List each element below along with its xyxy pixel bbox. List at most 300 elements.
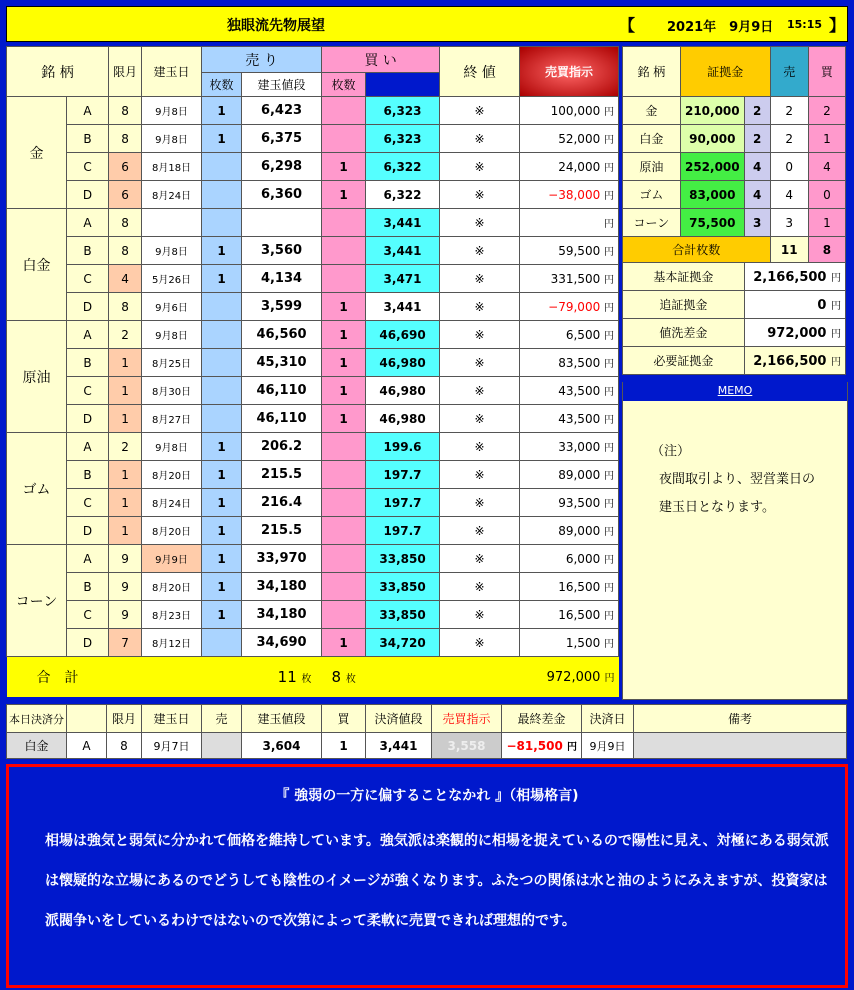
page-title: 独眼流先物展望	[227, 18, 325, 34]
side-header-sell: 売	[770, 47, 808, 97]
sub-label: C	[67, 489, 109, 517]
total-value	[520, 657, 619, 697]
month-cell: 8	[109, 209, 142, 237]
table-row	[7, 601, 619, 629]
diff-cell	[520, 629, 619, 657]
price-cell: 6,298	[242, 153, 322, 181]
side-sell: 0	[770, 153, 808, 181]
price-cell: 34,690	[242, 629, 322, 657]
settle-diff-value: −81,500	[506, 739, 563, 753]
summary-value	[744, 291, 845, 319]
instruction-cell: ※	[440, 265, 520, 293]
settle-sell	[202, 733, 242, 759]
diff-yen: 円	[604, 499, 615, 510]
diff-yen: 円	[604, 387, 615, 398]
month-cell: 7	[109, 629, 142, 657]
instruction-cell: ※	[440, 293, 520, 321]
diff-yen: 円	[604, 275, 615, 286]
diff-value: 93,500	[558, 496, 601, 510]
side-margin: 83,000	[680, 181, 744, 209]
diff-value: 6,000	[565, 552, 601, 566]
summary-number: 0	[817, 297, 827, 313]
bracket-left: 【	[619, 16, 636, 35]
summary-label: 値洗差金	[623, 319, 745, 347]
diff-yen: 円	[604, 163, 615, 174]
side-total-sell: 11	[770, 237, 808, 263]
summary-value	[744, 347, 845, 375]
date-cell: 9月8日	[142, 125, 202, 153]
price-cell	[242, 209, 322, 237]
side-sell: 2	[770, 125, 808, 153]
side-margin: 210,000	[680, 97, 744, 125]
side-header-buy: 買	[808, 47, 845, 97]
side-buy: 1	[808, 209, 845, 237]
summary-row	[623, 319, 846, 347]
brand-name: 金	[7, 97, 67, 209]
close-cell: 197.7	[366, 489, 440, 517]
date-cell: 8月24日	[142, 489, 202, 517]
close-cell: 197.7	[366, 517, 440, 545]
close-cell: 3,441	[366, 293, 440, 321]
close-cell: 46,980	[366, 405, 440, 433]
total-sell-value: 11	[277, 667, 297, 686]
diff-cell	[520, 265, 619, 293]
month-cell: 8	[109, 125, 142, 153]
diff-cell	[520, 377, 619, 405]
date-cell: 8月20日	[142, 517, 202, 545]
header-month: 限月	[109, 47, 142, 97]
settle-header-date: 建玉日	[142, 705, 202, 733]
summary-number: 972,000	[767, 325, 827, 341]
time-label: 15:15	[787, 18, 823, 31]
diff-yen: 円	[604, 611, 615, 622]
buy-count-cell	[322, 601, 366, 629]
summary-row	[623, 291, 846, 319]
close-cell: 197.7	[366, 461, 440, 489]
diff-yen: 円	[604, 135, 615, 146]
settle-sdate: 9月9日	[582, 733, 634, 759]
sell-count-cell	[202, 377, 242, 405]
diff-yen: 円	[604, 471, 615, 482]
sub-label: B	[67, 349, 109, 377]
side-count: 2	[744, 125, 770, 153]
diff-value: 331,500	[550, 272, 601, 286]
close-cell: 33,850	[366, 573, 440, 601]
sub-label: B	[67, 125, 109, 153]
date-cell	[142, 209, 202, 237]
diff-value: 59,500	[558, 244, 601, 258]
memo-panel	[622, 382, 848, 700]
instruction-cell: ※	[440, 181, 520, 209]
settle-date: 9月7日	[142, 733, 202, 759]
total-sell-unit: 枚	[301, 673, 312, 685]
table-row	[7, 265, 619, 293]
side-buy: 2	[808, 97, 845, 125]
brand-name: 白金	[7, 209, 67, 321]
month-cell: 1	[109, 517, 142, 545]
header-brand: 銘 柄	[7, 47, 109, 97]
price-cell: 215.5	[242, 461, 322, 489]
price-cell: 45,310	[242, 349, 322, 377]
side-count: 2	[744, 97, 770, 125]
close-cell: 3,441	[366, 237, 440, 265]
instruction-cell: ※	[440, 629, 520, 657]
side-brand: 金	[623, 97, 681, 125]
sub-label: A	[67, 321, 109, 349]
total-label: 合 計	[7, 657, 109, 697]
header-close: 終 値	[440, 47, 520, 97]
sell-count-cell: 1	[202, 601, 242, 629]
price-cell: 46,560	[242, 321, 322, 349]
side-margin: 252,000	[680, 153, 744, 181]
sell-count-cell: 1	[202, 125, 242, 153]
total-value-text: 972,000	[546, 669, 601, 685]
sell-count-cell	[202, 349, 242, 377]
date-cell: 8月27日	[142, 405, 202, 433]
close-cell: 34,720	[366, 629, 440, 657]
diff-value: 100,000	[550, 104, 601, 118]
table-row	[7, 629, 619, 657]
side-row	[623, 97, 846, 125]
settle-header-sell: 売	[202, 705, 242, 733]
diff-value: 24,000	[558, 160, 601, 174]
table-row	[7, 321, 619, 349]
diff-yen: 円	[604, 359, 615, 370]
diff-yen: 円	[604, 303, 615, 314]
memo-line1: 夜間取引より、翌営業日の	[659, 472, 816, 487]
total-buy-value: 8	[331, 667, 342, 686]
sub-label: D	[67, 517, 109, 545]
side-row	[623, 209, 846, 237]
diff-cell	[520, 433, 619, 461]
diff-yen: 円	[604, 247, 615, 258]
date-cell: 5月26日	[142, 265, 202, 293]
settle-buy: 1	[322, 733, 366, 759]
side-margin: 90,000	[680, 125, 744, 153]
instruction-cell: ※	[440, 321, 520, 349]
instruction-cell: ※	[440, 545, 520, 573]
buy-count-cell: 1	[322, 293, 366, 321]
diff-cell	[520, 405, 619, 433]
table-row	[7, 545, 619, 573]
side-margin: 75,500	[680, 209, 744, 237]
diff-yen: 円	[604, 219, 615, 230]
settle-name: 白金	[7, 733, 67, 759]
buy-count-cell	[322, 209, 366, 237]
instruction-cell: ※	[440, 489, 520, 517]
diff-cell	[520, 237, 619, 265]
settle-month: 8	[107, 733, 142, 759]
buy-count-cell: 1	[322, 349, 366, 377]
diff-value: 1,500	[565, 636, 601, 650]
total-buy	[322, 657, 440, 697]
summary-value	[744, 263, 845, 291]
sub-label: B	[67, 237, 109, 265]
diff-cell	[520, 293, 619, 321]
memo-link[interactable]: MEMO	[623, 381, 847, 401]
diff-yen: 円	[604, 415, 615, 426]
table-row	[7, 349, 619, 377]
close-cell: 6,323	[366, 125, 440, 153]
price-cell: 3,599	[242, 293, 322, 321]
diff-value: −38,000	[548, 188, 601, 202]
summary-label: 必要証拠金	[623, 347, 745, 375]
date-cell: 8月12日	[142, 629, 202, 657]
table-row	[7, 125, 619, 153]
close-cell: 33,850	[366, 545, 440, 573]
buy-count-cell	[322, 517, 366, 545]
instruction-cell: ※	[440, 349, 520, 377]
price-cell: 4,134	[242, 265, 322, 293]
side-brand: ゴム	[623, 181, 681, 209]
settle-instr: 3,558	[432, 733, 502, 759]
price-cell: 215.5	[242, 517, 322, 545]
close-cell: 3,441	[366, 209, 440, 237]
close-cell: 6,322	[366, 181, 440, 209]
instruction-cell: ※	[440, 97, 520, 125]
side-sell: 4	[770, 181, 808, 209]
sell-count-cell: 1	[202, 265, 242, 293]
instruction-cell: ※	[440, 125, 520, 153]
settle-header-instr: 売買指示	[432, 705, 502, 733]
instruction-cell: ※	[440, 237, 520, 265]
settle-diff-yen: 円	[567, 742, 577, 753]
header-buy: 買 い	[322, 47, 440, 73]
summary-label: 基本証拠金	[623, 263, 745, 291]
sub-label: A	[67, 97, 109, 125]
month-cell: 8	[109, 97, 142, 125]
sell-count-cell: 1	[202, 433, 242, 461]
table-row	[7, 573, 619, 601]
settle-header-buy: 買	[322, 705, 366, 733]
diff-yen: 円	[604, 555, 615, 566]
summary-yen: 円	[831, 328, 841, 340]
header-price: 建玉値段	[242, 73, 322, 97]
price-cell: 33,970	[242, 545, 322, 573]
header-instruction-button[interactable]: 売買指示	[520, 47, 619, 97]
summary-row	[623, 263, 846, 291]
settle-header-sdate: 決済日	[582, 705, 634, 733]
sell-count-cell	[202, 181, 242, 209]
header-buy-count: 枚数	[322, 73, 366, 97]
instruction-cell: ※	[440, 517, 520, 545]
diff-cell	[520, 153, 619, 181]
date-cell: 9月8日	[142, 321, 202, 349]
side-buy: 1	[808, 125, 845, 153]
table-row	[7, 209, 619, 237]
memo-line2: 建玉日となります。	[659, 500, 775, 515]
table-row	[7, 517, 619, 545]
date-cell: 8月25日	[142, 349, 202, 377]
memo-note: （注）	[651, 444, 691, 459]
sell-count-cell: 1	[202, 489, 242, 517]
header-sell-count: 枚数	[202, 73, 242, 97]
sell-count-cell: 1	[202, 461, 242, 489]
month-cell: 1	[109, 349, 142, 377]
close-cell: 6,323	[366, 97, 440, 125]
close-cell: 46,980	[366, 349, 440, 377]
instruction-cell: ※	[440, 573, 520, 601]
diff-value: 52,000	[558, 132, 601, 146]
sub-label: B	[67, 461, 109, 489]
price-cell: 206.2	[242, 433, 322, 461]
table-row	[7, 181, 619, 209]
diff-value: 33,000	[558, 440, 601, 454]
bracket-right: 】	[829, 16, 846, 35]
month-cell: 9	[109, 545, 142, 573]
diff-cell	[520, 601, 619, 629]
diff-cell	[520, 125, 619, 153]
date-cell: 8月20日	[142, 461, 202, 489]
close-cell: 6,322	[366, 153, 440, 181]
diff-yen: 円	[604, 527, 615, 538]
table-row	[7, 97, 619, 125]
table-row	[7, 377, 619, 405]
price-cell: 3,560	[242, 237, 322, 265]
month-cell: 9	[109, 601, 142, 629]
sell-count-cell	[202, 293, 242, 321]
side-total-label: 合計枚数	[623, 237, 771, 263]
settle-note	[634, 733, 847, 759]
settle-header-month: 限月	[107, 705, 142, 733]
buy-count-cell	[322, 545, 366, 573]
summary-label: 追証拠金	[623, 291, 745, 319]
summary-yen: 円	[831, 300, 841, 312]
side-total-buy: 8	[808, 237, 845, 263]
buy-count-cell	[322, 433, 366, 461]
month-cell: 1	[109, 489, 142, 517]
diff-cell	[520, 489, 619, 517]
total-sell	[202, 657, 322, 697]
sub-label: D	[67, 629, 109, 657]
price-cell: 216.4	[242, 489, 322, 517]
month-cell: 2	[109, 433, 142, 461]
side-count: 4	[744, 181, 770, 209]
date-cell: 8月18日	[142, 153, 202, 181]
diff-yen: 円	[604, 639, 615, 650]
diff-value: 6,500	[565, 328, 601, 342]
date-label: 2021年 9月9日	[667, 20, 774, 35]
diff-yen: 円	[604, 443, 615, 454]
side-count: 3	[744, 209, 770, 237]
sub-label: D	[67, 181, 109, 209]
date-cell: 9月8日	[142, 237, 202, 265]
quote-panel	[6, 764, 848, 988]
quote-body: 相場は強気と弱気に分かれて価格を維持しています。強気派は楽観的に相場を捉えているので陽性に見え、対極にある弱気派は懐疑的な立場にあるのでどうしても陰性のイメージが強くなります。ふたつの関係は水と油のようにみえますが、投資家は派閥争いをしているわけではないので次第によって柔軟に売買できれば理想的です。	[45, 833, 829, 929]
instruction-cell: ※	[440, 377, 520, 405]
month-cell: 4	[109, 265, 142, 293]
diff-yen: 円	[604, 331, 615, 342]
sell-count-cell: 1	[202, 573, 242, 601]
buy-count-cell: 1	[322, 377, 366, 405]
sub-label: A	[67, 209, 109, 237]
settle-price: 3,604	[242, 733, 322, 759]
quote-title: 『 強弱の一方に偏することなかれ 』（相場格言)	[275, 788, 579, 804]
table-row	[7, 461, 619, 489]
sub-label: D	[67, 405, 109, 433]
month-cell: 2	[109, 321, 142, 349]
sell-count-cell: 1	[202, 237, 242, 265]
close-cell: 3,471	[366, 265, 440, 293]
side-count: 4	[744, 153, 770, 181]
diff-cell	[520, 321, 619, 349]
diff-cell	[520, 181, 619, 209]
side-buy: 4	[808, 153, 845, 181]
price-cell: 46,110	[242, 377, 322, 405]
price-cell: 6,360	[242, 181, 322, 209]
summary-number: 2,166,500	[753, 353, 827, 369]
diff-cell	[520, 209, 619, 237]
header-sell: 売 り	[202, 47, 322, 73]
instruction-cell: ※	[440, 405, 520, 433]
summary-value	[744, 319, 845, 347]
brand-name: ゴム	[7, 433, 67, 545]
date-cell: 8月20日	[142, 573, 202, 601]
sell-count-cell	[202, 405, 242, 433]
diff-value: 43,500	[558, 412, 601, 426]
buy-count-cell: 1	[322, 153, 366, 181]
side-brand: 原油	[623, 153, 681, 181]
buy-count-cell: 1	[322, 321, 366, 349]
buy-count-cell	[322, 265, 366, 293]
diff-cell	[520, 545, 619, 573]
sell-count-cell	[202, 153, 242, 181]
sell-count-cell	[202, 209, 242, 237]
table-row	[7, 433, 619, 461]
price-cell: 6,375	[242, 125, 322, 153]
diff-cell	[520, 517, 619, 545]
diff-value: 89,000	[558, 468, 601, 482]
memo-text	[651, 438, 815, 522]
settlement-table	[6, 704, 847, 759]
date-cell: 9月8日	[142, 97, 202, 125]
side-sell: 2	[770, 97, 808, 125]
settle-sub: A	[67, 733, 107, 759]
side-row	[623, 181, 846, 209]
header-date: 建玉日	[142, 47, 202, 97]
sell-count-cell	[202, 321, 242, 349]
diff-value: 89,000	[558, 524, 601, 538]
month-cell: 6	[109, 153, 142, 181]
summary-yen: 円	[831, 272, 841, 284]
month-cell: 1	[109, 377, 142, 405]
sell-count-cell	[202, 629, 242, 657]
brand-name: コーン	[7, 545, 67, 657]
close-cell: 46,690	[366, 321, 440, 349]
sub-label: D	[67, 293, 109, 321]
date-cell: 8月24日	[142, 181, 202, 209]
month-cell: 8	[109, 237, 142, 265]
instruction-cell: ※	[440, 461, 520, 489]
date-cell: 9月6日	[142, 293, 202, 321]
table-row	[7, 489, 619, 517]
close-cell: 199.6	[366, 433, 440, 461]
side-brand: コーン	[623, 209, 681, 237]
side-buy: 0	[808, 181, 845, 209]
date-cell: 9月8日	[142, 433, 202, 461]
header-bar	[6, 6, 848, 42]
settle-header-label: 本日決済分	[7, 705, 67, 733]
close-cell: 46,980	[366, 377, 440, 405]
settle-header-note: 備考	[634, 705, 847, 733]
sub-label: C	[67, 601, 109, 629]
instruction-cell: ※	[440, 433, 520, 461]
table-row	[7, 237, 619, 265]
settle-header-diff: 最終差金	[502, 705, 582, 733]
month-cell: 8	[109, 293, 142, 321]
diff-yen: 円	[604, 107, 615, 118]
diff-value: −79,000	[548, 300, 601, 314]
